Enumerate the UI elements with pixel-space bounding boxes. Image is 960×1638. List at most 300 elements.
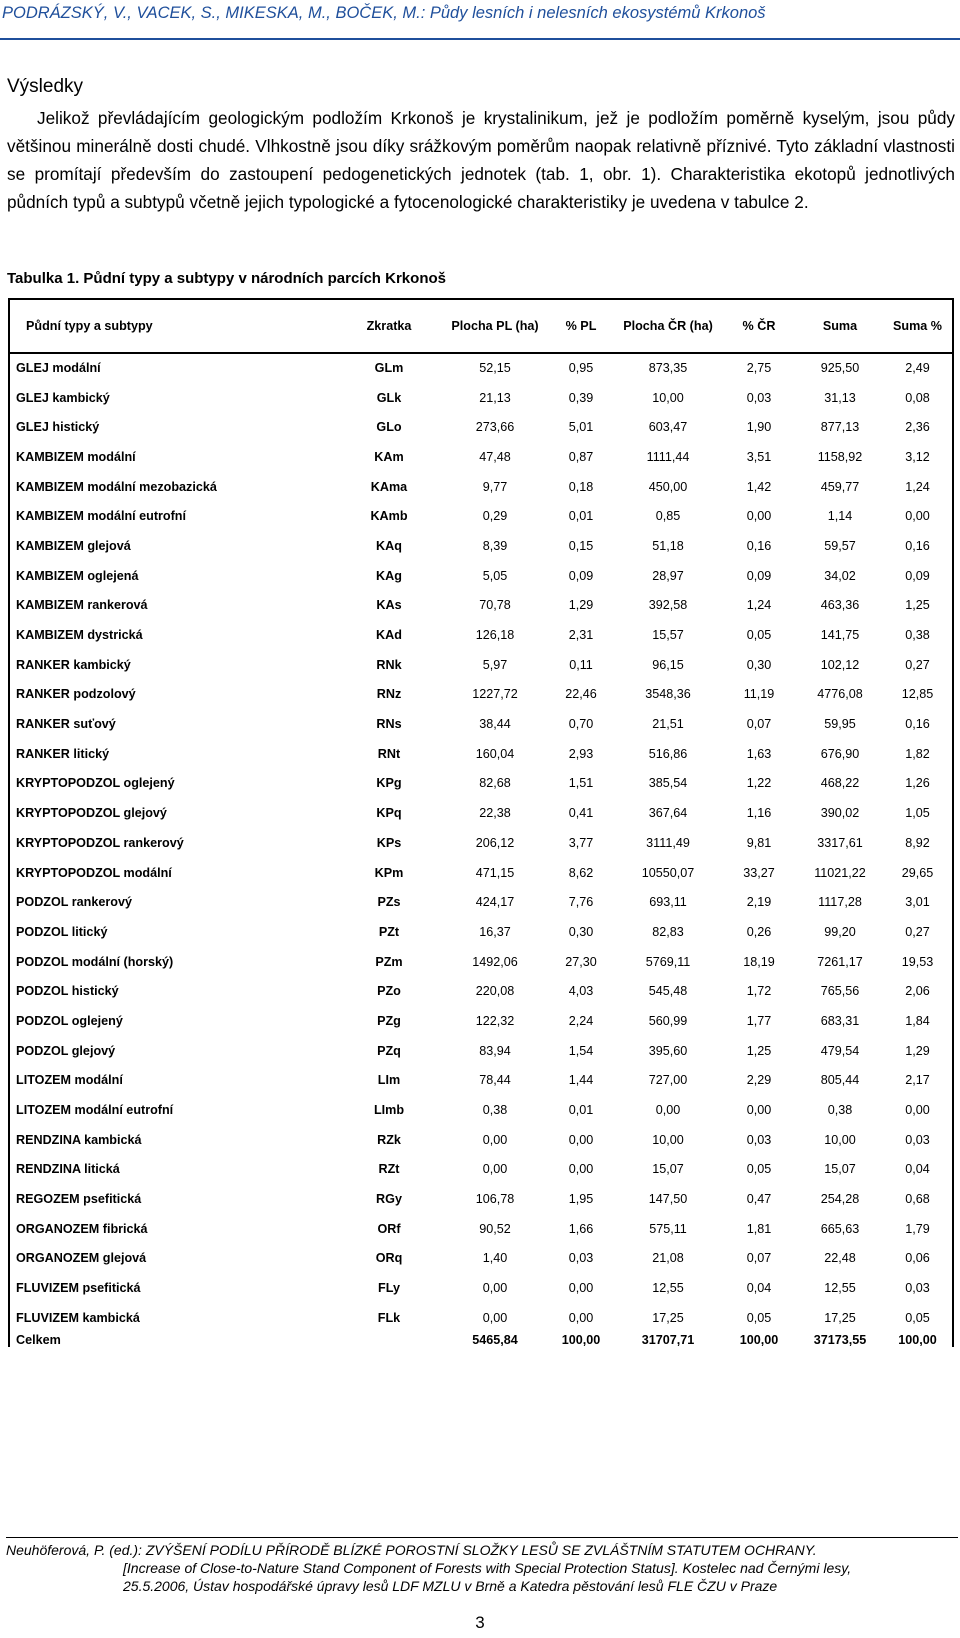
cell-sum-percent: 1,25 xyxy=(883,591,953,621)
cell-area-pl: 8,39 xyxy=(482,538,508,553)
cell-sum-percent: 0,38 xyxy=(883,620,953,650)
cell-sum: 676,90 xyxy=(820,746,860,761)
footer-line-2: [Increase of Close-to-Nature Stand Component of Forests with Special Protection Status]. Kostelec nad Černými lesy, xyxy=(123,1560,852,1576)
cell-percent-pl: 8,62 xyxy=(568,865,594,880)
cell-percent-cr: 1,24 xyxy=(746,598,772,613)
cell-area-pl: 47,48 xyxy=(479,449,511,464)
cell-percent-cr: 18,19 xyxy=(743,954,775,969)
cell-sum: 463,36 xyxy=(820,598,860,613)
cell-area-cr: 450,00 xyxy=(648,479,688,494)
cell-percent-pl: 1,54 xyxy=(568,1043,594,1058)
cell-abbreviation: ORq xyxy=(375,1251,403,1266)
cell-area-cr: 15,57 xyxy=(652,628,684,643)
cell-percent-cr: 0,07 xyxy=(746,1251,772,1266)
cell-area-pl: 5,05 xyxy=(482,568,508,583)
cell-sum-percent: 0,16 xyxy=(883,709,953,739)
cell-sum-percent: 29,65 xyxy=(883,858,953,888)
cell-percent-cr: 1,42 xyxy=(746,479,772,494)
cell-soil-type: GLEJ modální xyxy=(9,353,335,383)
cell-soil-type: KAMBIZEM modální eutrofní xyxy=(9,501,335,531)
cell-area-cr: 367,64 xyxy=(648,806,688,821)
cell-percent-pl: 4,03 xyxy=(568,984,594,999)
cell-sum: 925,50 xyxy=(820,361,860,376)
cell-area-pl: 424,17 xyxy=(475,895,515,910)
cell-sum: 765,56 xyxy=(820,984,860,999)
cell-soil-type: RENDZINA litická xyxy=(9,1155,335,1185)
cell-sum-percent: 12,85 xyxy=(883,680,953,710)
cell-area-pl: 1227,72 xyxy=(472,687,518,702)
cell-area-cr: 28,97 xyxy=(652,568,684,583)
cell-abbreviation: PZm xyxy=(375,954,403,969)
cell-soil-type: ORGANOZEM glejová xyxy=(9,1244,335,1274)
table-row xyxy=(9,1006,953,1036)
cell-soil-type: KAMBIZEM dystrická xyxy=(9,620,335,650)
cell-sum: 102,12 xyxy=(820,657,860,672)
cell-abbreviation: RNt xyxy=(377,746,401,761)
cell-percent-pl: 0,95 xyxy=(568,361,594,376)
cell-area-pl: 0,29 xyxy=(482,509,508,524)
footer-line-1: Neuhöferová, P. (ed.): ZVÝŠENÍ PODÍLU PŘÍRODĚ BLÍZKÉ POROSTNÍ SLOŽKY LESŮ SE ZVLÁŠTNÍM STATUTEM OCHRANY. xyxy=(6,1542,817,1558)
cell-percent-pl: 1,29 xyxy=(568,598,594,613)
cell-percent-cr: 1,16 xyxy=(746,806,772,821)
cell-area-cr: 51,18 xyxy=(652,538,684,553)
cell-abbreviation: GLk xyxy=(376,390,402,405)
table-row xyxy=(9,887,953,917)
cell-sum: 683,31 xyxy=(820,1013,860,1028)
cell-sum: 479,54 xyxy=(820,1043,860,1058)
cell-area-pl: 9,77 xyxy=(482,479,508,494)
cell-percent-cr: 0,30 xyxy=(746,657,772,672)
total-label: Celkem xyxy=(9,1333,335,1347)
total-sum: 37173,55 xyxy=(813,1332,867,1347)
cell-area-pl: 471,15 xyxy=(475,865,515,880)
table-row xyxy=(9,1184,953,1214)
cell-area-pl: 0,38 xyxy=(482,1103,508,1118)
cell-area-cr: 0,85 xyxy=(655,509,681,524)
cell-sum: 4776,08 xyxy=(817,687,863,702)
cell-sum-percent: 1,29 xyxy=(883,1036,953,1066)
cell-abbreviation: PZq xyxy=(377,1043,401,1058)
cell-percent-pl: 2,93 xyxy=(568,746,594,761)
cell-area-cr: 3548,36 xyxy=(645,687,691,702)
total-abbreviation xyxy=(335,1333,443,1347)
cell-percent-pl: 3,77 xyxy=(568,835,594,850)
cell-soil-type: GLEJ histický xyxy=(9,412,335,442)
cell-area-cr: 0,00 xyxy=(655,1103,681,1118)
cell-area-pl: 21,13 xyxy=(479,390,511,405)
table-row xyxy=(9,472,953,502)
cell-area-pl: 78,44 xyxy=(479,1073,511,1088)
cell-area-pl: 160,04 xyxy=(475,746,515,761)
cell-percent-cr: 1,77 xyxy=(746,1013,772,1028)
soil-types-table xyxy=(8,298,954,1347)
cell-percent-cr: 33,27 xyxy=(743,865,775,880)
cell-soil-type: RANKER kambický xyxy=(9,650,335,680)
cell-percent-cr: 0,05 xyxy=(746,1310,772,1325)
cell-sum-percent: 0,03 xyxy=(883,1125,953,1155)
cell-soil-type: PODZOL rankerový xyxy=(9,887,335,917)
cell-percent-cr: 11,19 xyxy=(743,687,775,702)
cell-percent-pl: 1,66 xyxy=(568,1221,594,1236)
cell-area-cr: 385,54 xyxy=(648,776,688,791)
cell-soil-type: KAMBIZEM oglejená xyxy=(9,561,335,591)
footer-citation xyxy=(6,1541,958,1595)
table-row xyxy=(9,1125,953,1155)
cell-area-cr: 693,11 xyxy=(649,895,687,910)
cell-area-pl: 0,00 xyxy=(482,1162,508,1177)
cell-abbreviation: KAm xyxy=(374,449,404,464)
page-number: 3 xyxy=(475,1613,485,1632)
header-rule xyxy=(0,38,960,40)
cell-percent-cr: 0,05 xyxy=(746,628,772,643)
table-row xyxy=(9,680,953,710)
cell-sum-percent: 8,92 xyxy=(883,828,953,858)
cell-area-pl: 16,37 xyxy=(479,924,511,939)
cell-area-pl: 1,40 xyxy=(482,1251,508,1266)
cell-abbreviation: RNs xyxy=(376,717,402,732)
cell-sum-percent: 1,24 xyxy=(883,472,953,502)
cell-abbreviation: PZo xyxy=(377,984,401,999)
cell-percent-pl: 0,11 xyxy=(569,657,593,672)
cell-soil-type: REGOZEM psefitická xyxy=(9,1184,335,1214)
table-row xyxy=(9,1214,953,1244)
cell-sum-percent: 2,36 xyxy=(883,412,953,442)
cell-percent-cr: 0,00 xyxy=(746,509,772,524)
cell-percent-cr: 2,29 xyxy=(746,1073,772,1088)
cell-percent-cr: 1,25 xyxy=(746,1043,772,1058)
cell-sum: 0,38 xyxy=(827,1103,853,1118)
cell-area-cr: 12,55 xyxy=(652,1281,684,1296)
table-total-row xyxy=(9,1333,953,1347)
cell-percent-cr: 0,09 xyxy=(746,568,772,583)
cell-sum: 805,44 xyxy=(820,1073,860,1088)
cell-percent-cr: 9,81 xyxy=(746,835,772,850)
cell-area-pl: 5,97 xyxy=(482,657,508,672)
cell-soil-type: KRYPTOPODZOL rankerový xyxy=(9,828,335,858)
cell-area-cr: 15,07 xyxy=(652,1162,684,1177)
table-row xyxy=(9,531,953,561)
cell-sum-percent: 2,49 xyxy=(883,353,953,383)
cell-percent-cr: 0,16 xyxy=(746,538,772,553)
cell-soil-type: PODZOL modální (horský) xyxy=(9,947,335,977)
cell-abbreviation: KPs xyxy=(376,835,402,850)
header-soil-type: Půdní typy a subtypy xyxy=(9,299,335,353)
table-row xyxy=(9,1244,953,1274)
cell-percent-pl: 0,00 xyxy=(568,1162,594,1177)
table-row xyxy=(9,591,953,621)
table-row xyxy=(9,383,953,413)
cell-area-pl: 273,66 xyxy=(475,420,515,435)
cell-sum-percent: 0,16 xyxy=(883,531,953,561)
cell-percent-pl: 0,70 xyxy=(568,717,594,732)
cell-sum-percent: 0,27 xyxy=(883,917,953,947)
cell-area-pl: 126,18 xyxy=(475,628,515,643)
cell-sum: 459,77 xyxy=(820,479,860,494)
cell-area-cr: 727,00 xyxy=(648,1073,688,1088)
table-body xyxy=(9,353,953,1333)
table-row xyxy=(9,1036,953,1066)
table-row xyxy=(9,828,953,858)
cell-sum: 254,28 xyxy=(820,1192,860,1207)
header-percent-pl: % PL xyxy=(547,299,615,353)
cell-percent-pl: 2,24 xyxy=(568,1013,594,1028)
cell-percent-cr: 0,26 xyxy=(746,924,772,939)
cell-sum-percent: 1,79 xyxy=(883,1214,953,1244)
cell-sum-percent: 1,84 xyxy=(883,1006,953,1036)
cell-percent-pl: 1,95 xyxy=(568,1192,594,1207)
cell-area-pl: 52,15 xyxy=(479,361,511,376)
cell-abbreviation: KPm xyxy=(374,865,404,880)
table-row xyxy=(9,798,953,828)
cell-area-pl: 206,12 xyxy=(475,835,515,850)
cell-abbreviation: GLo xyxy=(376,420,402,435)
body-paragraph xyxy=(7,104,955,216)
total-percent-cr: 100,00 xyxy=(739,1332,779,1347)
cell-percent-cr: 0,03 xyxy=(746,390,772,405)
cell-percent-pl: 0,87 xyxy=(568,449,594,464)
cell-area-pl: 38,44 xyxy=(479,717,511,732)
cell-percent-cr: 2,19 xyxy=(746,895,772,910)
table-header-row xyxy=(9,299,953,353)
cell-soil-type: GLEJ kambický xyxy=(9,383,335,413)
section-heading: Výsledky xyxy=(7,76,84,97)
cell-abbreviation: FLk xyxy=(377,1310,401,1325)
table-caption: Tabulka 1. Půdní typy a subtypy v národních parcích Krkonoš xyxy=(7,270,446,287)
cell-area-pl: 122,32 xyxy=(475,1013,515,1028)
cell-area-cr: 5769,11 xyxy=(645,954,691,969)
cell-soil-type: PODZOL histický xyxy=(9,976,335,1006)
cell-sum: 22,48 xyxy=(824,1251,856,1266)
cell-percent-pl: 0,09 xyxy=(568,568,594,583)
cell-percent-pl: 0,41 xyxy=(568,806,594,821)
cell-percent-pl: 7,76 xyxy=(568,895,594,910)
cell-sum: 34,02 xyxy=(824,568,856,583)
cell-abbreviation: KPg xyxy=(376,776,402,791)
cell-sum-percent: 0,04 xyxy=(883,1155,953,1185)
cell-soil-type: RANKER suťový xyxy=(9,709,335,739)
cell-area-cr: 17,25 xyxy=(652,1310,684,1325)
cell-area-pl: 90,52 xyxy=(479,1221,511,1236)
table-row xyxy=(9,1066,953,1096)
cell-sum-percent: 1,82 xyxy=(883,739,953,769)
cell-percent-pl: 2,31 xyxy=(568,628,594,643)
cell-area-pl: 22,38 xyxy=(479,806,511,821)
cell-sum: 59,95 xyxy=(824,717,856,732)
table-row xyxy=(9,650,953,680)
cell-area-pl: 70,78 xyxy=(479,598,511,613)
cell-sum: 10,00 xyxy=(824,1132,856,1147)
cell-percent-cr: 0,47 xyxy=(746,1192,772,1207)
cell-abbreviation: RNz xyxy=(376,687,402,702)
cell-percent-pl: 0,01 xyxy=(568,509,594,524)
total-sum-percent: 100,00 xyxy=(883,1333,953,1347)
cell-area-cr: 395,60 xyxy=(648,1043,688,1058)
table-row xyxy=(9,412,953,442)
cell-sum-percent: 0,06 xyxy=(883,1244,953,1274)
cell-percent-cr: 2,75 xyxy=(746,361,772,376)
cell-percent-pl: 0,01 xyxy=(568,1103,594,1118)
cell-abbreviation: KAq xyxy=(376,538,402,553)
cell-percent-cr: 0,05 xyxy=(746,1162,772,1177)
cell-area-pl: 0,00 xyxy=(482,1310,508,1325)
cell-percent-cr: 1,22 xyxy=(746,776,772,791)
cell-area-cr: 392,58 xyxy=(648,598,688,613)
cell-sum: 31,13 xyxy=(824,390,856,405)
cell-abbreviation: GLm xyxy=(374,361,404,376)
cell-sum-percent: 0,00 xyxy=(883,1095,953,1125)
cell-percent-cr: 0,07 xyxy=(746,717,772,732)
cell-sum-percent: 0,05 xyxy=(883,1303,953,1333)
cell-area-cr: 82,83 xyxy=(652,924,684,939)
cell-sum: 1158,92 xyxy=(817,449,863,464)
cell-area-cr: 10550,07 xyxy=(641,865,695,880)
cell-percent-pl: 1,51 xyxy=(568,776,594,791)
cell-area-pl: 106,78 xyxy=(475,1192,515,1207)
cell-percent-pl: 22,46 xyxy=(565,687,597,702)
cell-sum-percent: 1,05 xyxy=(883,798,953,828)
cell-area-cr: 545,48 xyxy=(648,984,688,999)
cell-abbreviation: KAma xyxy=(370,479,408,494)
cell-soil-type: KAMBIZEM modální mezobazická xyxy=(9,472,335,502)
cell-soil-type: RANKER podzolový xyxy=(9,680,335,710)
cell-percent-cr: 1,72 xyxy=(746,984,772,999)
header-abbreviation: Zkratka xyxy=(335,299,443,353)
cell-area-cr: 575,11 xyxy=(649,1221,687,1236)
cell-soil-type: ORGANOZEM fibrická xyxy=(9,1214,335,1244)
cell-area-cr: 10,00 xyxy=(652,390,684,405)
cell-area-cr: 96,15 xyxy=(652,657,684,672)
cell-percent-cr: 0,04 xyxy=(746,1281,772,1296)
header-area-cr: Plocha ČR (ha) xyxy=(615,299,721,353)
cell-soil-type: PODZOL glejový xyxy=(9,1036,335,1066)
footer-rule xyxy=(6,1537,958,1538)
cell-abbreviation: PZg xyxy=(377,1013,401,1028)
cell-sum-percent: 3,12 xyxy=(883,442,953,472)
cell-sum-percent: 19,53 xyxy=(883,947,953,977)
cell-soil-type: PODZOL oglejený xyxy=(9,1006,335,1036)
cell-sum: 141,75 xyxy=(820,628,860,643)
cell-percent-pl: 0,00 xyxy=(568,1132,594,1147)
footer-line-3: 25.5.2006, Ústav hospodářské úpravy lesů LDF MZLU v Brně a Katedra pěstování lesů FLE ČZU v Praze xyxy=(123,1578,778,1594)
cell-soil-type: KRYPTOPODZOL glejový xyxy=(9,798,335,828)
table-row xyxy=(9,620,953,650)
cell-area-pl: 1492,06 xyxy=(472,954,518,969)
header-sum: Suma xyxy=(797,299,883,353)
total-area-pl: 5465,84 xyxy=(472,1332,518,1347)
cell-abbreviation: RNk xyxy=(376,657,402,672)
cell-percent-pl: 0,00 xyxy=(568,1310,594,1325)
table-row xyxy=(9,1095,953,1125)
cell-area-cr: 873,35 xyxy=(648,361,688,376)
cell-sum: 7261,17 xyxy=(817,954,863,969)
cell-soil-type: KAMBIZEM glejová xyxy=(9,531,335,561)
cell-sum-percent: 3,01 xyxy=(883,887,953,917)
cell-sum: 17,25 xyxy=(824,1310,856,1325)
cell-sum: 59,57 xyxy=(824,538,856,553)
cell-abbreviation: KPq xyxy=(376,806,402,821)
cell-abbreviation: RZk xyxy=(377,1132,401,1147)
cell-area-pl: 0,00 xyxy=(482,1132,508,1147)
cell-sum: 15,07 xyxy=(824,1162,856,1177)
cell-soil-type: LITOZEM modální eutrofní xyxy=(9,1095,335,1125)
cell-sum-percent: 0,03 xyxy=(883,1273,953,1303)
cell-sum: 1117,28 xyxy=(818,895,862,910)
cell-sum-percent: 0,27 xyxy=(883,650,953,680)
cell-area-pl: 82,68 xyxy=(479,776,511,791)
cell-sum-percent: 0,08 xyxy=(883,383,953,413)
cell-sum: 99,20 xyxy=(824,924,856,939)
cell-area-cr: 1111,44 xyxy=(646,449,690,464)
cell-sum: 1,14 xyxy=(827,509,853,524)
cell-abbreviation: KAmb xyxy=(370,509,408,524)
cell-abbreviation: PZt xyxy=(378,924,400,939)
cell-percent-cr: 1,81 xyxy=(746,1221,772,1236)
cell-abbreviation: LImb xyxy=(373,1103,405,1118)
cell-sum-percent: 0,09 xyxy=(883,561,953,591)
cell-sum-percent: 0,00 xyxy=(883,501,953,531)
header-area-pl: Plocha PL (ha) xyxy=(443,299,547,353)
table-row xyxy=(9,917,953,947)
table-row xyxy=(9,501,953,531)
cell-soil-type: PODZOL litický xyxy=(9,917,335,947)
cell-sum: 3317,61 xyxy=(817,835,863,850)
cell-percent-pl: 5,01 xyxy=(568,420,594,435)
table-row xyxy=(9,1303,953,1333)
cell-abbreviation: RGy xyxy=(376,1192,402,1207)
cell-sum: 468,22 xyxy=(820,776,860,791)
cell-abbreviation: KAs xyxy=(376,598,402,613)
cell-sum-percent: 2,06 xyxy=(883,976,953,1006)
cell-percent-pl: 1,44 xyxy=(568,1073,594,1088)
cell-sum: 665,63 xyxy=(820,1221,860,1236)
table-row xyxy=(9,709,953,739)
cell-percent-pl: 27,30 xyxy=(565,954,597,969)
cell-soil-type: RENDZINA kambická xyxy=(9,1125,335,1155)
table-row xyxy=(9,353,953,383)
cell-soil-type: FLUVIZEM kambická xyxy=(9,1303,335,1333)
cell-sum: 11021,22 xyxy=(814,865,866,880)
table-row xyxy=(9,769,953,799)
cell-soil-type: RANKER litický xyxy=(9,739,335,769)
cell-soil-type: LITOZEM modální xyxy=(9,1066,335,1096)
cell-area-cr: 603,47 xyxy=(648,420,688,435)
header-percent-cr: % ČR xyxy=(721,299,797,353)
table-row xyxy=(9,858,953,888)
table-row xyxy=(9,1273,953,1303)
table-row xyxy=(9,976,953,1006)
cell-sum-percent: 2,17 xyxy=(883,1066,953,1096)
cell-area-cr: 3111,49 xyxy=(646,835,690,850)
cell-area-pl: 220,08 xyxy=(475,984,515,999)
cell-percent-cr: 0,00 xyxy=(746,1103,772,1118)
cell-percent-cr: 3,51 xyxy=(746,449,772,464)
cell-percent-pl: 0,18 xyxy=(568,479,594,494)
cell-soil-type: KRYPTOPODZOL oglejený xyxy=(9,769,335,799)
running-header: PODRÁZSKÝ, V., VACEK, S., MIKESKA, M., BOČEK, M.: Půdy lesních i nelesních ekosystémů Krkonoš xyxy=(2,4,766,22)
cell-abbreviation: FLy xyxy=(378,1281,400,1296)
cell-abbreviation: PZs xyxy=(377,895,401,910)
cell-abbreviation: KAg xyxy=(376,568,402,583)
cell-area-cr: 21,51 xyxy=(652,717,684,732)
cell-abbreviation: ORf xyxy=(377,1221,401,1236)
cell-percent-pl: 0,39 xyxy=(568,390,594,405)
cell-soil-type: FLUVIZEM psefitická xyxy=(9,1273,335,1303)
cell-area-pl: 0,00 xyxy=(482,1281,508,1296)
cell-percent-cr: 1,90 xyxy=(746,420,772,435)
cell-percent-cr: 1,63 xyxy=(746,746,772,761)
table-row xyxy=(9,739,953,769)
paragraph-text: Jelikož převládajícím geologickým podložím Krkonoš je krystalinikum, jež je podložím poměrně kyselým, jsou půdy většinou minerálně dosti chudé. Vlhkostně jsou díky srážkovým poměrům naopak relativně příznivé. Tyto základní vlastnosti se promítají především do zastoupení pedogenetických jednotek (tab. 1, obr. 1). Charakteristika ekotopů jednotlivých půdních typů a subtypů včetně jejich typologické a fytocenologické charakteristiky je uvedena v tabulce 2. xyxy=(7,108,955,212)
